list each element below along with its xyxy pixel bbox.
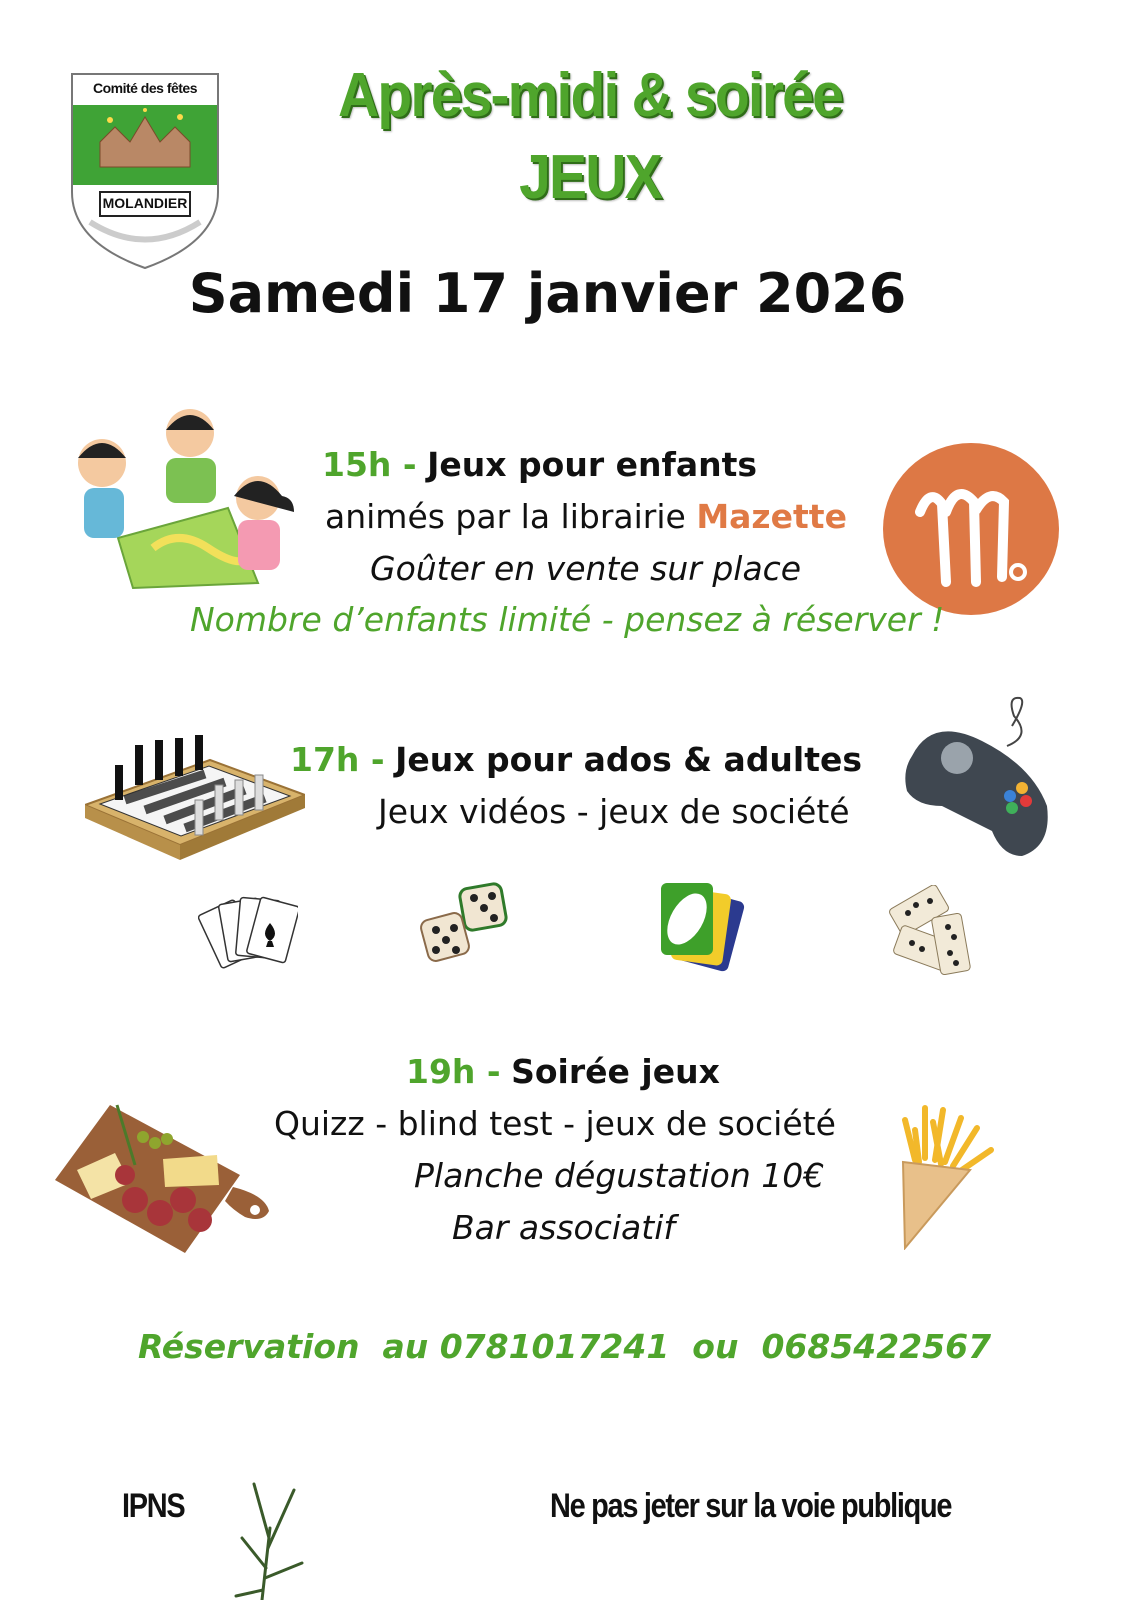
title-line1: Après-midi & soirée bbox=[338, 61, 842, 130]
section1-brand: Mazette bbox=[696, 497, 847, 536]
section1-heading-row bbox=[322, 445, 757, 484]
reservation-text: Réservation au 0781017241 ou 0685422567 bbox=[138, 1327, 992, 1366]
section3-heading: Soirée jeux bbox=[511, 1052, 720, 1091]
fries-cone-icon bbox=[895, 1100, 1000, 1250]
logo-name: MOLANDIER bbox=[102, 195, 188, 211]
mazette-logo-icon bbox=[882, 442, 1060, 616]
section3-heading-row bbox=[406, 1052, 720, 1091]
children-playing-icon bbox=[58, 408, 308, 593]
section2-time: 17h - bbox=[290, 740, 385, 779]
section1-heading: Jeux pour enfants bbox=[427, 445, 757, 484]
chessboard-icon bbox=[85, 730, 305, 870]
uno-cards-icon bbox=[655, 877, 751, 977]
playing-cards-icon bbox=[198, 893, 298, 973]
section1-line3: Goûter en vente sur place bbox=[370, 549, 802, 588]
gamepad-icon bbox=[902, 696, 1054, 861]
footer-ipns: IPNS bbox=[122, 1487, 185, 1525]
dominoes-icon bbox=[888, 885, 980, 980]
plant-sprig-icon bbox=[232, 1478, 312, 1600]
section3-time: 19h - bbox=[406, 1052, 501, 1091]
section2-heading: Jeux pour ados & adultes bbox=[395, 740, 863, 779]
dice-icon bbox=[418, 880, 513, 965]
section1-line4: Nombre d’enfants limité - pensez à réserver ! bbox=[190, 600, 945, 639]
logo-top-text: Comité des fêtes bbox=[92, 80, 198, 96]
footer-notice: Ne pas jeter sur la voie publique bbox=[550, 1487, 952, 1525]
section2-heading-row bbox=[290, 740, 862, 779]
section1-time: 15h - bbox=[322, 445, 417, 484]
title-line2: JEUX bbox=[519, 143, 661, 212]
logo-shield-icon bbox=[70, 72, 220, 272]
event-date: Samedi 17 janvier 2026 bbox=[188, 262, 907, 325]
section1-line2 bbox=[325, 497, 847, 536]
section1-line2-prefix: animés par la librairie bbox=[325, 497, 686, 536]
section3-line3: Planche dégustation 10€ bbox=[414, 1156, 825, 1195]
section3-line2: Quizz - blind test - jeux de société bbox=[274, 1104, 836, 1143]
section3-line4: Bar associatif bbox=[452, 1208, 675, 1247]
charcuterie-board-icon bbox=[55, 1095, 273, 1255]
event-title bbox=[280, 60, 900, 224]
section2-line2: Jeux vidéos - jeux de société bbox=[378, 792, 850, 831]
